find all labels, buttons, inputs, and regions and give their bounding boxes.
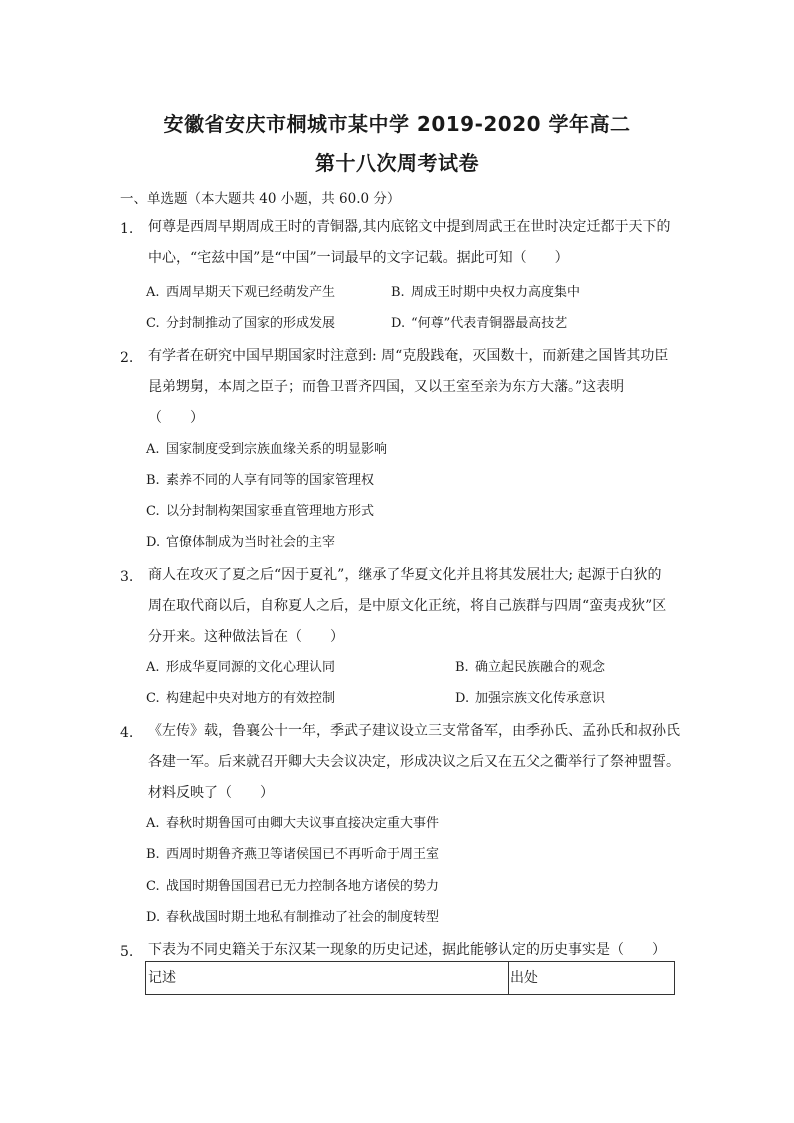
- stem-line: 何尊是西周早期周成王时的青铜器,其内底铭文中提到周武王在世时决定迁都于天下的: [148, 219, 671, 235]
- option-d[interactable]: D. 加强宗族文化传承意识: [455, 691, 606, 706]
- option-a[interactable]: A. 春秋时期鲁国可由卿大夫议事直接决定重大事件: [146, 816, 440, 831]
- option-c[interactable]: C. 以分封制构架国家垂直管理地方形式: [146, 504, 375, 519]
- question-number: 4.: [120, 725, 134, 741]
- question-stem: [148, 212, 680, 274]
- section-heading: 一、单选题（本大题共 40 小题，共 60.0 分）: [120, 191, 401, 207]
- history-table: [145, 961, 675, 995]
- question-number: 1.: [120, 221, 134, 237]
- option-c[interactable]: C. 分封制推动了国家的形成发展: [146, 316, 336, 331]
- option-b[interactable]: B. 确立起民族融合的观念: [455, 660, 606, 675]
- question-number: 2.: [120, 350, 134, 366]
- option-c[interactable]: C. 构建起中央对地方的有效控制: [146, 691, 336, 706]
- stem-line: 分开来。这种做法旨在（ ）: [148, 629, 344, 645]
- option-b[interactable]: B. 周成王时期中央权力高度集中: [391, 285, 581, 300]
- stem-line: 各建一军。后来就召开卿大夫会议决定，形成决议之后又在五父之衢举行了祭神盟誓。: [148, 754, 680, 770]
- stem-line: 昆弟甥舅，本周之臣子；而鲁卫晋齐四国，又以王室至亲为东方大藩。”这表明: [148, 379, 625, 395]
- option-d[interactable]: D. 春秋战国时期土地私有制推动了社会的制度转型: [146, 910, 440, 925]
- question-stem: [148, 716, 680, 809]
- option-a[interactable]: A. 形成华夏同源的文化心理认同: [146, 660, 336, 675]
- stem-line: 《左传》载，鲁襄公十一年，季武子建议设立三支常备军，由季孙氏、孟孙氏和叔孙氏: [148, 723, 680, 739]
- question-number: 3.: [120, 569, 134, 585]
- stem-line: 下表为不同史籍关于东汉某一现象的历史记述，据此能够认定的历史事实是（ ）: [148, 942, 666, 958]
- exam-title-line1: 安徽省安庆市桐城市某中学 2019-2020 学年高二: [163, 112, 631, 136]
- option-a[interactable]: A. 国家制度受到宗族血缘关系的明显影响: [146, 442, 388, 457]
- question-stem: [148, 560, 680, 653]
- question-number: 5.: [120, 944, 134, 960]
- option-a[interactable]: A. 西周早期天下观已经萌发产生: [146, 285, 336, 300]
- option-b[interactable]: B. 西周时期鲁齐燕卫等诸侯国已不再听命于周王室: [146, 847, 440, 862]
- table-header-record: 记述: [146, 962, 509, 994]
- option-b[interactable]: B. 素养不同的人享有同等的国家管理权: [146, 473, 375, 488]
- option-c[interactable]: C. 战国时期鲁国国君已无力控制各地方诸侯的势力: [146, 879, 440, 894]
- stem-line: 周在取代商以后，自称夏人之后，是中原文化正统，将自己族群与四周“蛮夷戎狄”区: [148, 598, 667, 614]
- stem-line: （ ）: [148, 410, 204, 426]
- option-d[interactable]: D. “何尊”代表青铜器最高技艺: [391, 316, 568, 331]
- stem-line: 材料反映了（ ）: [148, 785, 274, 801]
- stem-line: 有学者在研究中国早期国家时注意到: 周“克殷践奄，灭国数十，而新建之国皆其功臣: [148, 348, 669, 364]
- stem-line: 中心，“宅兹中国”是“中国”一词最早的文字记载。据此可知（ ）: [148, 250, 569, 266]
- question-stem: [148, 341, 680, 434]
- option-d[interactable]: D. 官僚体制成为当时社会的主宰: [146, 535, 336, 550]
- stem-line: 商人在攻灭了夏之后“因于夏礼”，继承了华夏文化并且将其发展壮大; 起源于白狄的: [148, 567, 662, 583]
- table-header-source: 出处: [510, 970, 538, 986]
- exam-title-line2: 第十八次周考试卷: [315, 151, 479, 175]
